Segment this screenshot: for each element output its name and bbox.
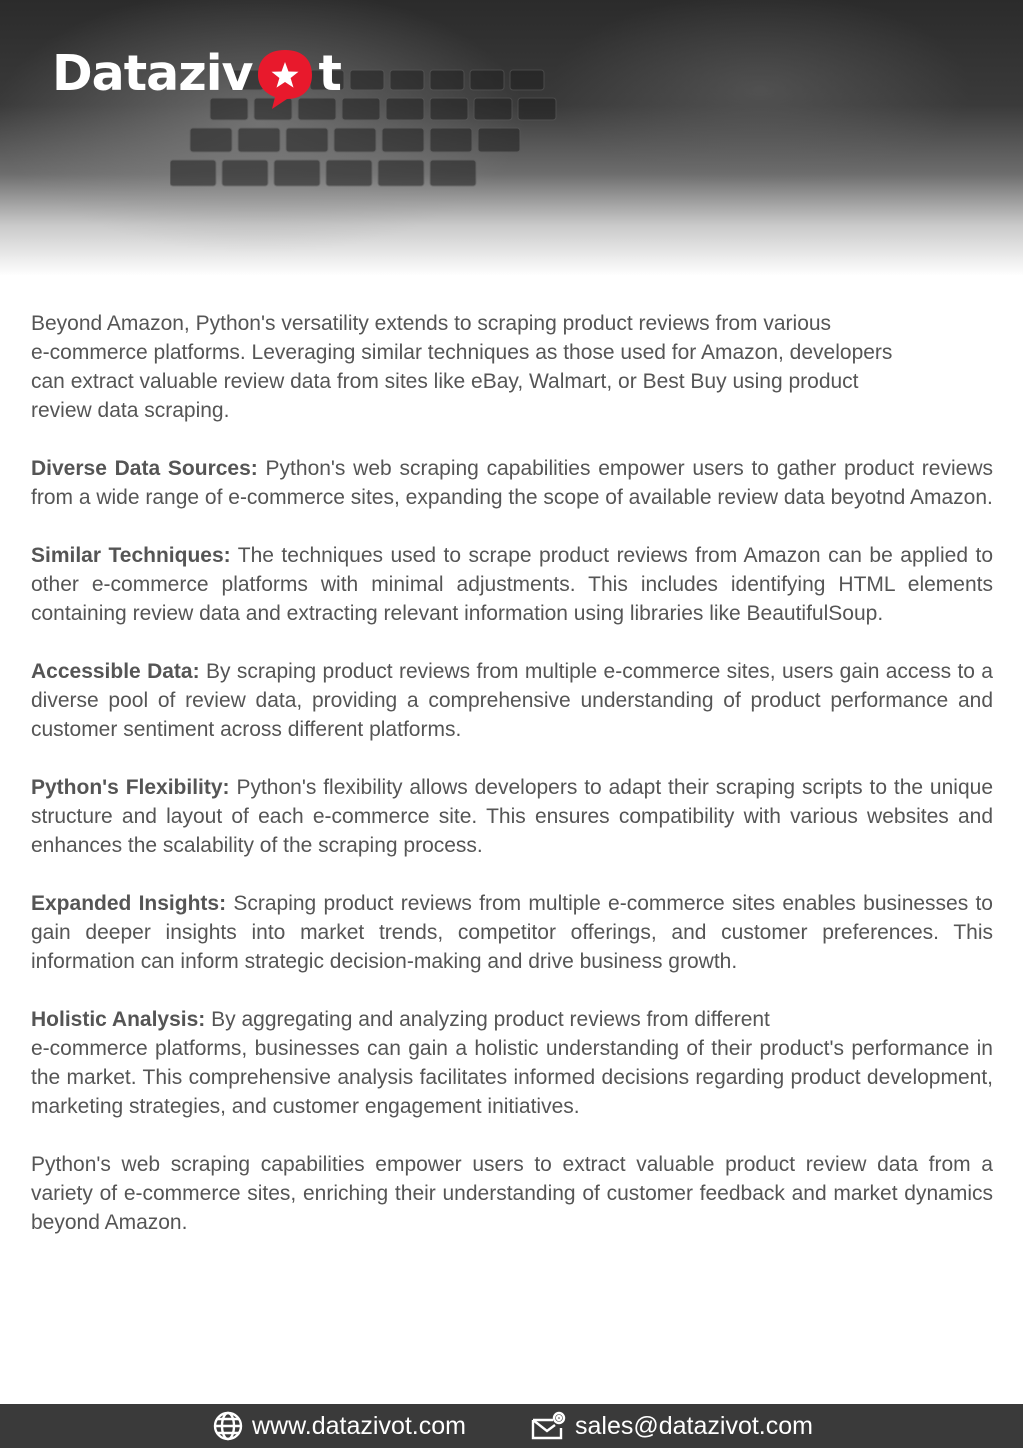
intro-line: review data scraping. xyxy=(31,399,230,422)
section-title: Similar Techniques: xyxy=(31,544,231,567)
section-python-flexibility xyxy=(31,773,993,860)
section-expanded-insights xyxy=(31,889,993,976)
section-title: Python's Flexibility: xyxy=(31,776,230,799)
section-title: Accessible Data: xyxy=(31,660,200,683)
section-body: Scraping product reviews from multiple e-commerce sites enables businesses to gain deeper insights into market trends, competitor offerings, and customer preferences. This information can inform strategic decision-making and drive business growth. xyxy=(31,892,993,973)
logo-text-start: Dataziv xyxy=(52,44,253,102)
section-holistic-analysis xyxy=(31,1005,993,1121)
section-diverse-data-sources xyxy=(31,454,993,512)
intro-paragraph xyxy=(31,309,993,425)
section-body: Python's web scraping capabilities empower users to gather product reviews from a wide range of e-commerce sites, expanding the scope of available review data beyotnd Amazon. xyxy=(31,457,993,509)
contact-footer xyxy=(0,1404,1023,1448)
hero-banner xyxy=(0,0,1023,300)
intro-line: e-commerce platforms. Leveraging similar techniques as those used for Amazon, developers xyxy=(31,341,893,364)
section-body: The techniques used to scrape product reviews from Amazon can be applied to other e-commerce platforms with minimal adjustments. This includes identifying HTML elements containing review data and extracting relevant information using libraries like BeautifulSoup. xyxy=(31,544,993,625)
section-first-line xyxy=(31,1005,993,1034)
email-contact[interactable] xyxy=(531,1404,813,1448)
logo-text-end: t xyxy=(318,44,341,102)
globe-icon xyxy=(212,1410,244,1442)
section-title: Holistic Analysis: xyxy=(31,1008,206,1031)
section-body-first: By aggregating and analyzing product reviews from different xyxy=(211,1008,770,1031)
article-body xyxy=(31,309,993,1266)
website-contact[interactable] xyxy=(212,1404,466,1448)
section-accessible-data xyxy=(31,657,993,744)
website-link[interactable]: www.datazivot.com xyxy=(252,1411,466,1440)
section-title: Diverse Data Sources: xyxy=(31,457,258,480)
section-body: Python's flexibility allows developers to adapt their scraping scripts to the unique structure and layout of each e-commerce site. This ensures compatibility with various websites and enhances the scalability of the scraping process. xyxy=(31,776,993,857)
conclusion-paragraph: Python's web scraping capabilities empower users to extract valuable product review data from a variety of e-commerce sites, enriching their understanding of customer feedback and market dynamics beyond Amazon. xyxy=(31,1153,993,1234)
datazivot-logo xyxy=(52,38,341,108)
star-chat-bubble-icon xyxy=(254,46,316,112)
intro-line: Beyond Amazon, Python's versatility extends to scraping product reviews from various xyxy=(31,312,832,335)
section-title: Expanded Insights: xyxy=(31,892,227,915)
intro-line: can extract valuable review data from sites like eBay, Walmart, or Best Buy using product xyxy=(31,370,859,393)
section-body: By scraping product reviews from multiple e-commerce sites, users gain access to a diverse pool of review data, providing a comprehensive understanding of product performance and customer sentiment across different platforms. xyxy=(31,660,993,741)
section-similar-techniques xyxy=(31,541,993,628)
section-body-rest: e-commerce platforms, businesses can gain a holistic understanding of their product's performance in the market. This comprehensive analysis facilitates informed decisions regarding product development, marketing strategies, and customer engagement initiatives. xyxy=(31,1037,993,1118)
email-link[interactable]: sales@datazivot.com xyxy=(575,1411,813,1440)
mail-at-icon xyxy=(531,1410,567,1442)
